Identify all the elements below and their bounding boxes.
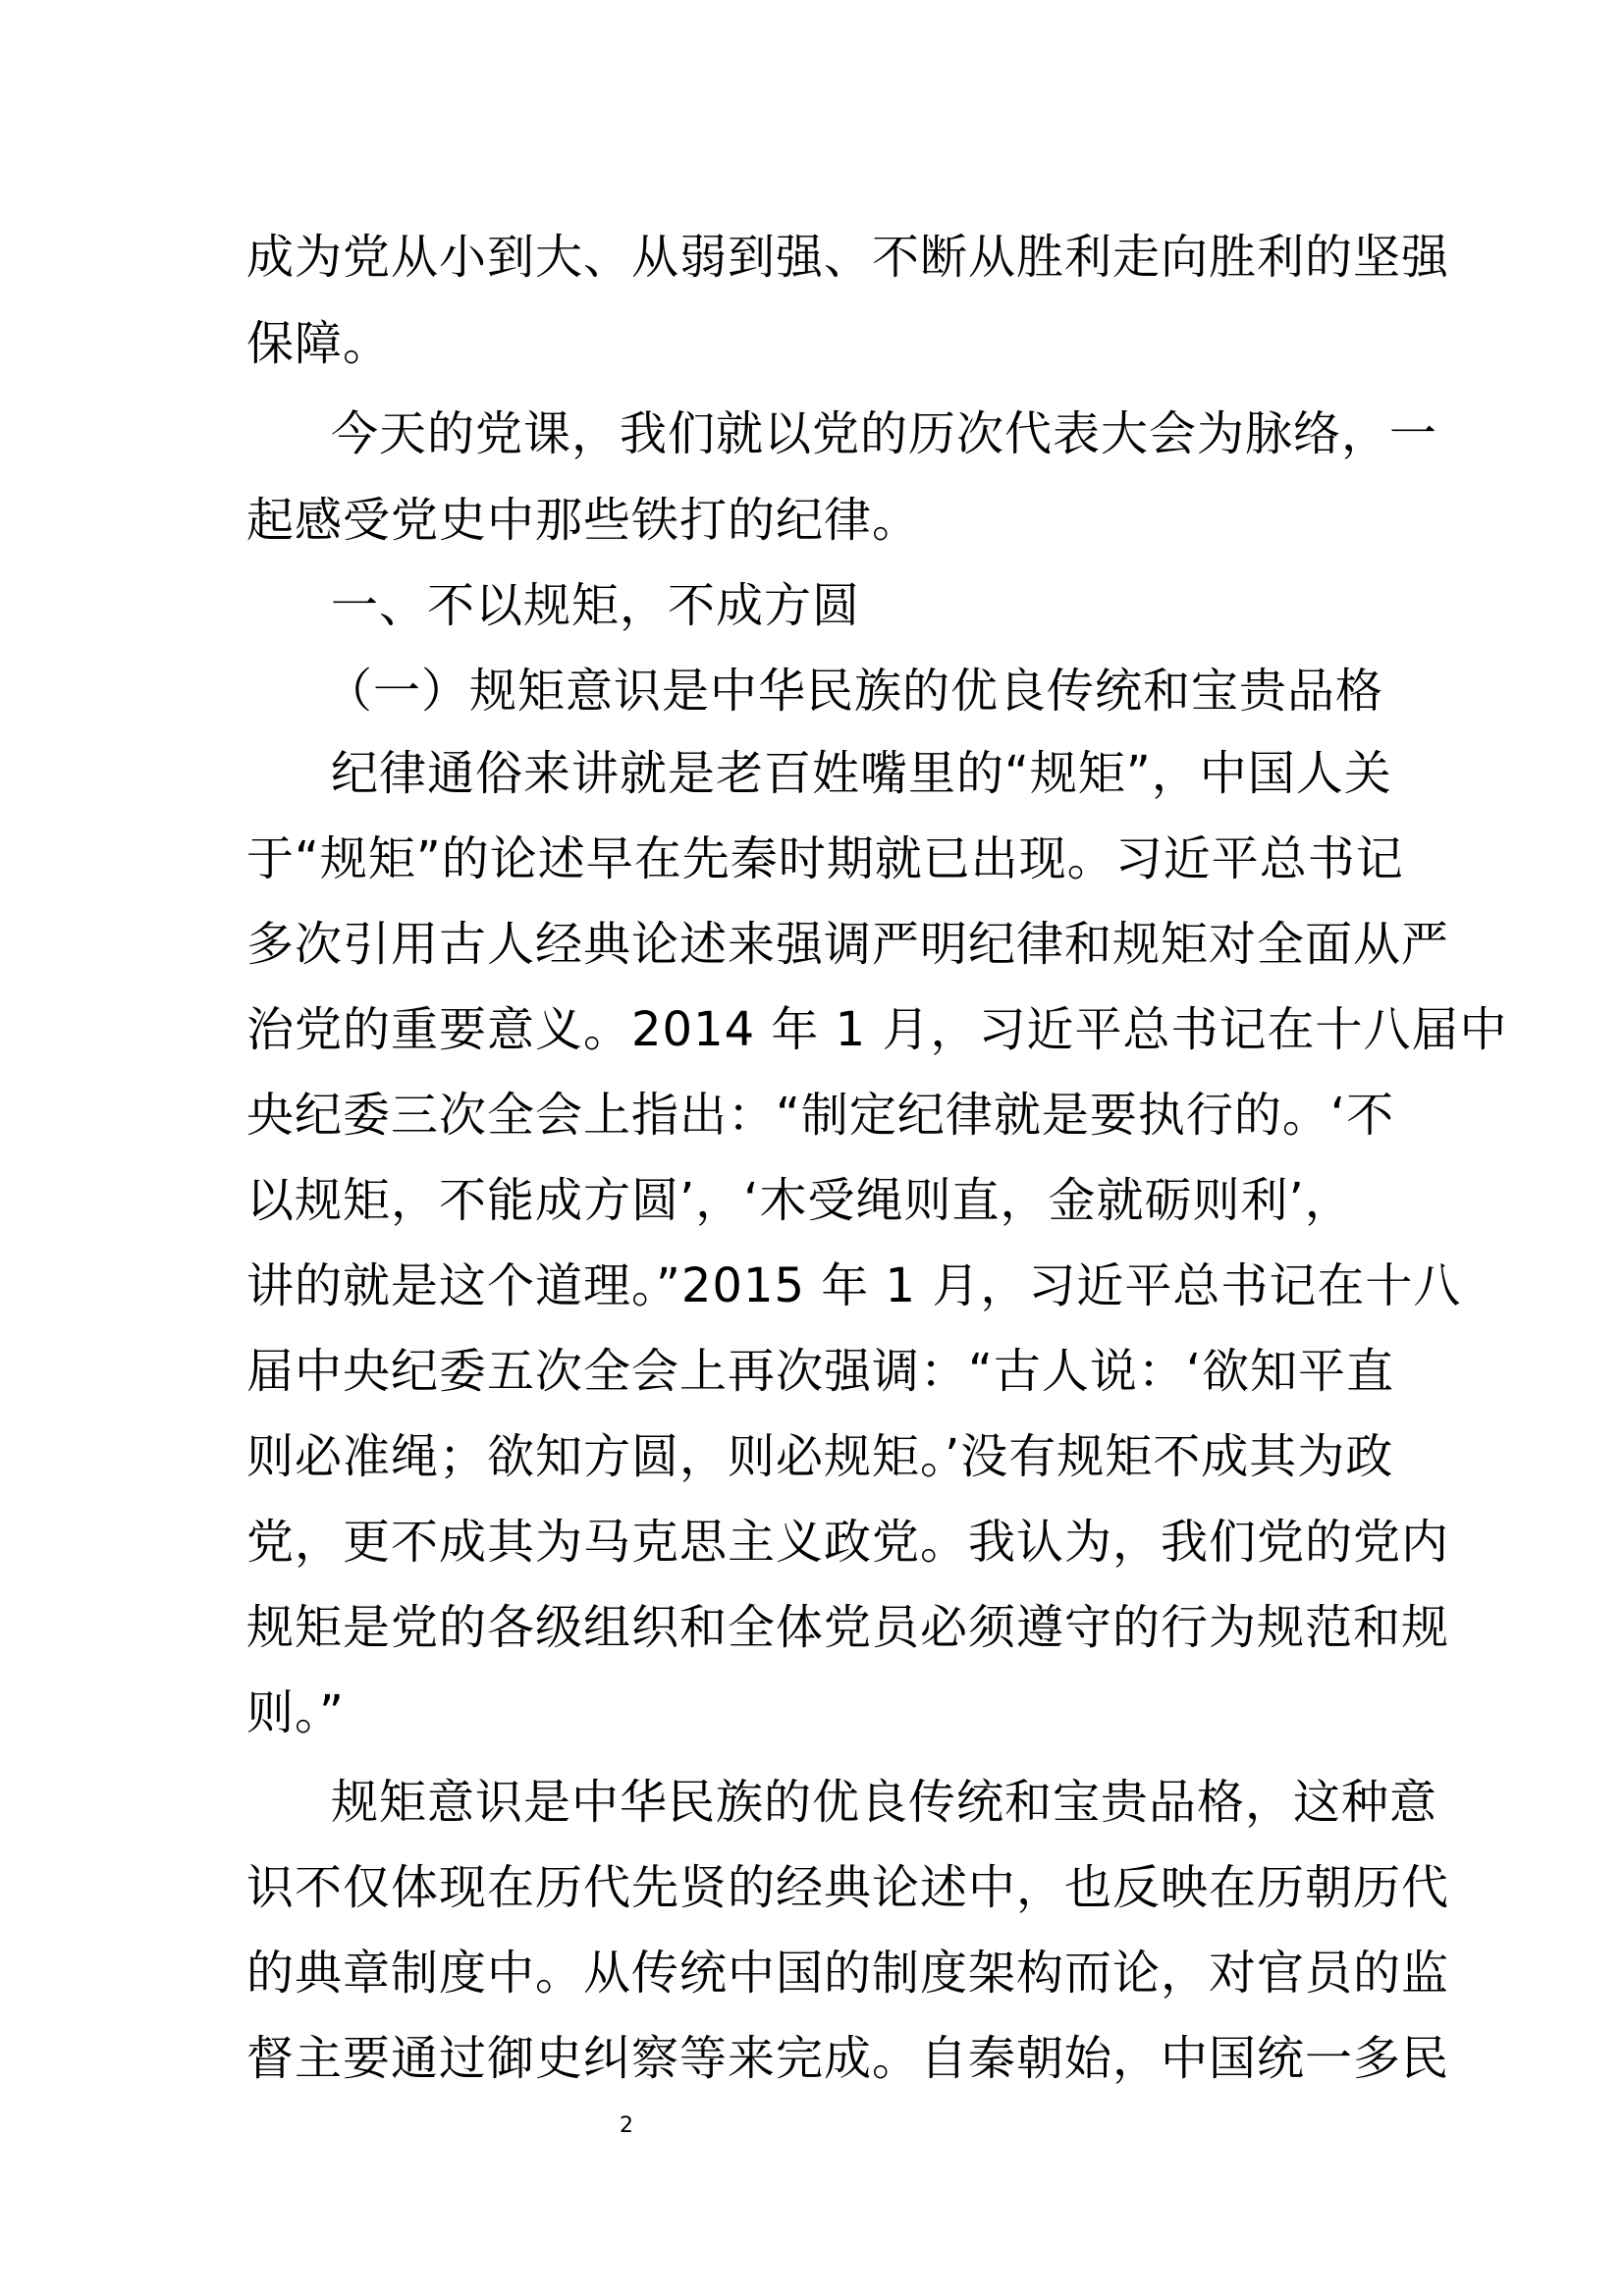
text-line: 规矩是党的各级组织和全体党员必须遵守的行为规范和规 (246, 1600, 1450, 1655)
text-line: 规矩意识是中华民族的优良传统和宝贵品格，这种意 (331, 1775, 1438, 1830)
text-line: 保障。 (246, 316, 392, 371)
text-line: 识不仅体现在历代先贤的经典论述中，也反映在历朝历代 (246, 1860, 1450, 1915)
text-line: 届中央纪委五次全会上再次强调：“古人说：‘欲知平直 (246, 1344, 1395, 1399)
text-line: 起感受党史中那些铁打的纪律。 (246, 493, 921, 548)
text-line: 则必准绳；欲知方圆，则必规矩。’没有规矩不成其为政 (246, 1429, 1394, 1484)
text-line: 党，更不成其为马克思主义政党。我认为，我们党的党内 (246, 1515, 1450, 1570)
text-line: 多次引用古人经典论述来强调严明纪律和规矩对全面从严 (246, 917, 1450, 972)
text-line: 治党的重要意义。2014 年 1 月，习近平总书记在十八届中 (246, 1002, 1508, 1057)
text-line: 今天的党课，我们就以党的历次代表大会为脉络，一 (331, 406, 1438, 461)
subsection-heading: （一）规矩意识是中华民族的优良传统和宝贵品格 (325, 664, 1384, 719)
text-line: 讲的就是这个道理。”2015 年 1 月，习近平总书记在十八 (246, 1258, 1462, 1313)
text-line: 则。” (246, 1685, 345, 1740)
text-line: 成为党从小到大、从弱到强、不断从胜利走向胜利的坚强 (246, 230, 1450, 285)
section-heading: 一、不以规矩，不成方圆 (331, 578, 861, 633)
text-line: 的典章制度中。从传统中国的制度架构而论，对官员的监 (246, 1946, 1450, 2001)
text-line: 纪律通俗来讲就是老百姓嘴里的“规矩”，中国人关 (331, 746, 1392, 801)
text-line: 督主要通过御史纠察等来完成。自秦朝始，中国统一多民 (246, 2031, 1450, 2086)
page-number: 2 (620, 2113, 633, 2138)
text-line: 央纪委三次全会上指出：“制定纪律就是要执行的。‘不 (246, 1088, 1395, 1143)
text-line: 以规矩，不能成方圆’，‘木受绳则直，金就砺则利’， (246, 1173, 1353, 1228)
text-line: 于“规矩”的论述早在先秦时期就已出现。习近平总书记 (246, 831, 1404, 886)
